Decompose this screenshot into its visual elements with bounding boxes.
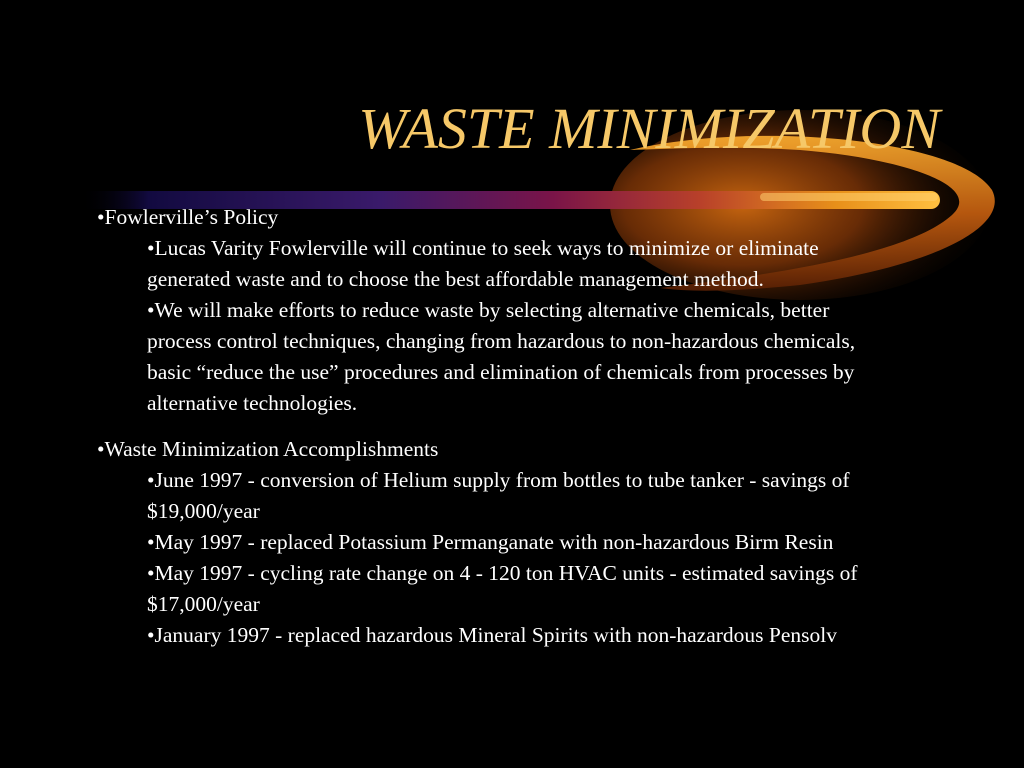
slide-title: WASTE MINIMIZATION [358,96,940,161]
section-policy [97,202,897,419]
section-heading: •Waste Minimization Accomplishments [97,437,439,461]
list-item: •May 1997 - cycling rate change on 4 - 120 ton HVAC units - estimated savings of $17,000/year [147,561,858,616]
list-item: •June 1997 - conversion of Helium supply from bottles to tube tanker - savings of $19,000/year [147,468,850,523]
list-item: •Lucas Varity Fowlerville will continue to seek ways to minimize or eliminate generated waste and to choose the best affordable management method. [147,236,819,291]
list-item: •May 1997 - replaced Potassium Permanganate with non-hazardous Birm Resin [147,530,834,554]
gradient-bar-highlight [760,193,938,201]
section-accomplishments [97,434,897,651]
list-item: •We will make efforts to reduce waste by selecting alternative chemicals, better process control techniques, changing from hazardous to non-hazardous chemicals, basic “reduce the use” procedures and elimination of chemicals from processes by alternative technologies. [147,298,856,415]
section-heading: •Fowlerville’s Policy [97,205,279,229]
slide-body [97,202,897,651]
list-item: •January 1997 - replaced hazardous Mineral Spirits with non-hazardous Pensolv [147,623,837,647]
